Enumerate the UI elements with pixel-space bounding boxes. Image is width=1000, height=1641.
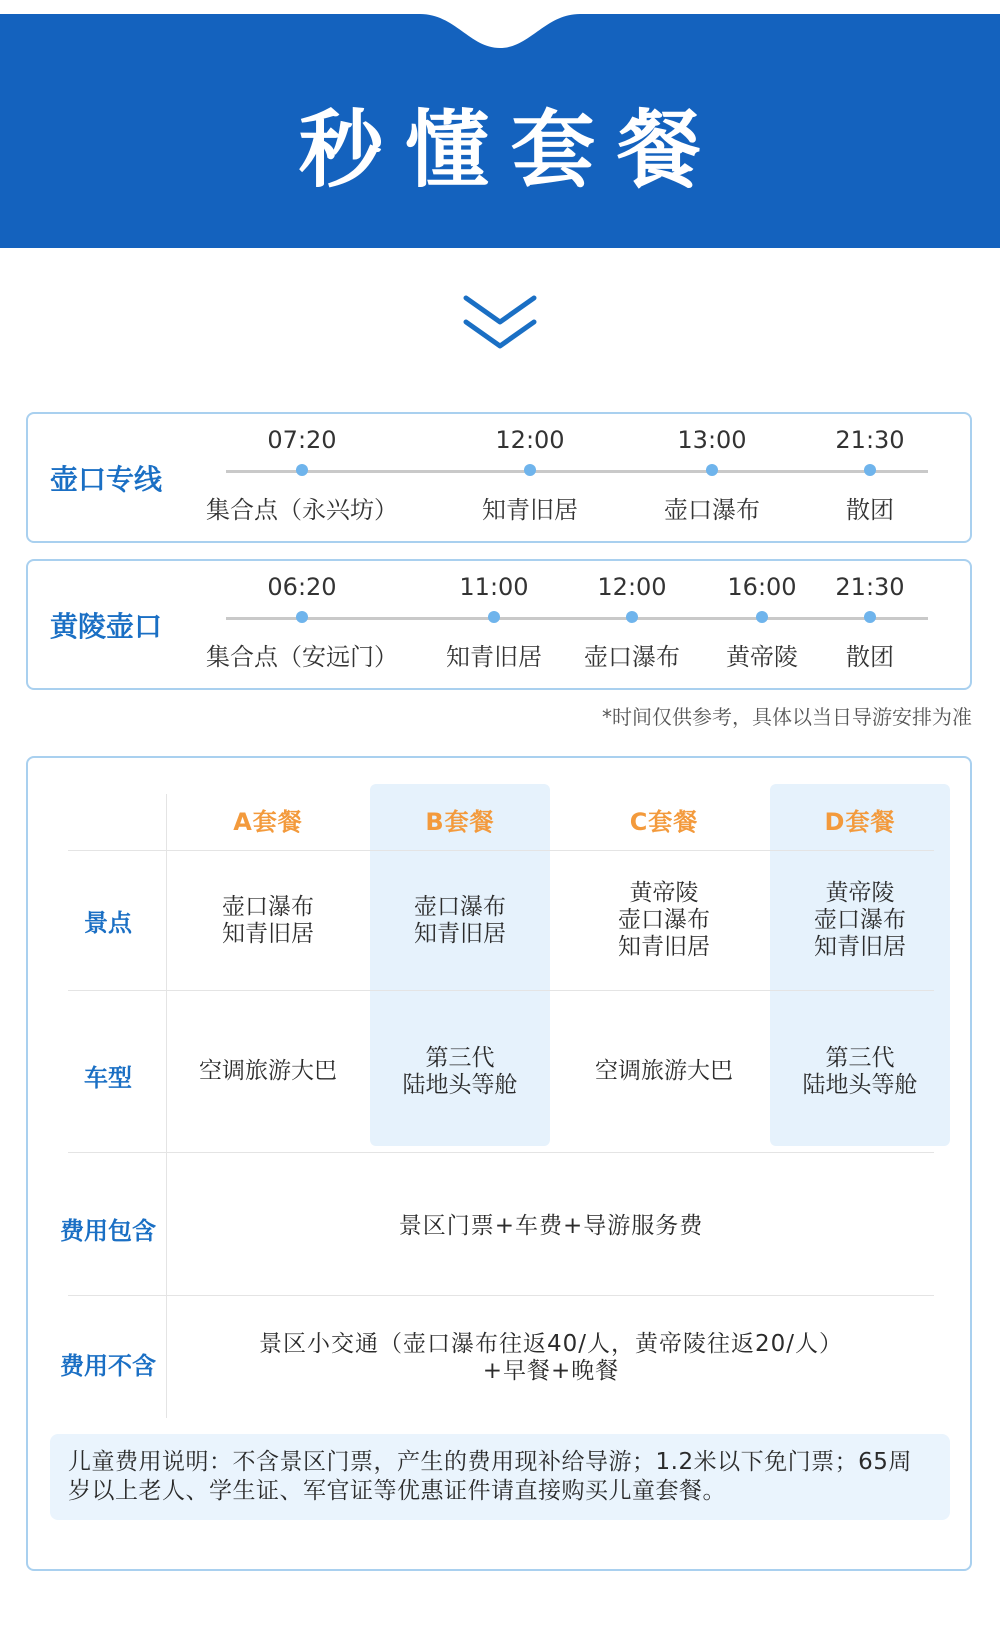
table-divider	[166, 794, 167, 1418]
stop-time: 11:00	[459, 573, 529, 601]
excluded-value-line2: +早餐+晚餐	[482, 1358, 620, 1384]
stop-dot	[626, 611, 638, 623]
route-name: 黄陵壶口	[50, 610, 163, 643]
row-label-vehicle: 车型	[84, 1064, 132, 1092]
vehicle-cell-a: 空调旅游大巴	[199, 1058, 337, 1084]
time-disclaimer: *时间仅供参考，具体以当日导游安排为准	[602, 705, 972, 729]
stop-time: 21:30	[835, 573, 905, 601]
stop-place: 知青旧居	[482, 496, 578, 524]
stop-time: 06:20	[267, 573, 337, 601]
table-divider	[68, 850, 934, 851]
included-value: 景区门票+车费+导游服务费	[398, 1213, 704, 1239]
vehicle-cell-b: 第三代 陆地头等舱	[402, 1045, 518, 1098]
package-table	[26, 756, 972, 1571]
package-header-b: B套餐	[425, 808, 495, 836]
route-name: 壶口专线	[50, 463, 163, 496]
table-divider	[68, 1152, 934, 1153]
sights-cell-a: 壶口瀑布 知青旧居	[222, 894, 314, 947]
package-header-a: A套餐	[233, 808, 303, 836]
stop-time: 21:30	[835, 426, 905, 454]
stop-dot	[756, 611, 768, 623]
table-divider	[68, 1295, 934, 1296]
stop-dot	[706, 464, 718, 476]
route-card-huangling-hukou	[26, 559, 972, 690]
table-divider	[68, 990, 934, 991]
stop-place: 黄帝陵	[726, 643, 798, 671]
stop-place: 散团	[846, 643, 894, 671]
route-timeline	[226, 617, 928, 620]
stop-place: 壶口瀑布	[584, 643, 680, 671]
package-header-d: D套餐	[824, 808, 896, 836]
vehicle-cell-c: 空调旅游大巴	[595, 1058, 733, 1084]
stop-place: 知青旧居	[446, 643, 542, 671]
row-label-included: 费用包含	[60, 1217, 156, 1245]
stop-place: 集合点（安远门）	[206, 643, 398, 671]
stop-dot	[524, 464, 536, 476]
stop-time: 12:00	[495, 426, 565, 454]
stop-dot	[864, 464, 876, 476]
sights-cell-b: 壶口瀑布 知青旧居	[414, 894, 506, 947]
stop-dot	[488, 611, 500, 623]
child-fee-note: 儿童费用说明：不含景区门票，产生的费用现补给导游；1.2米以下免门票；65周岁以上老人、学生证、军官证等优惠证件请直接购买儿童套餐。	[50, 1434, 950, 1520]
stop-time: 12:00	[597, 573, 667, 601]
route-card-hukou-express	[26, 412, 972, 543]
stop-dot	[296, 464, 308, 476]
sights-cell-c: 黄帝陵 壶口瀑布 知青旧居	[618, 880, 710, 960]
stop-place: 集合点（永兴坊）	[206, 496, 398, 524]
row-label-excluded: 费用不含	[60, 1352, 156, 1380]
stop-time: 16:00	[727, 573, 797, 601]
stop-place: 散团	[846, 496, 894, 524]
package-header-c: C套餐	[629, 808, 699, 836]
excluded-value-line1: 景区小交通（壶口瀑布往返40/人，黄帝陵往返20/人）	[258, 1331, 844, 1357]
row-label-sights: 景点	[84, 909, 132, 937]
sights-cell-d: 黄帝陵 壶口瀑布 知青旧居	[814, 880, 906, 960]
chevron-down-icon	[460, 292, 540, 354]
stop-dot	[864, 611, 876, 623]
stop-place: 壶口瀑布	[664, 496, 760, 524]
stop-time: 13:00	[677, 426, 747, 454]
page-title: 秒懂套餐	[298, 101, 723, 199]
vehicle-cell-d: 第三代 陆地头等舱	[802, 1045, 918, 1098]
stop-time: 07:20	[267, 426, 337, 454]
stop-dot	[296, 611, 308, 623]
route-timeline	[226, 470, 928, 473]
